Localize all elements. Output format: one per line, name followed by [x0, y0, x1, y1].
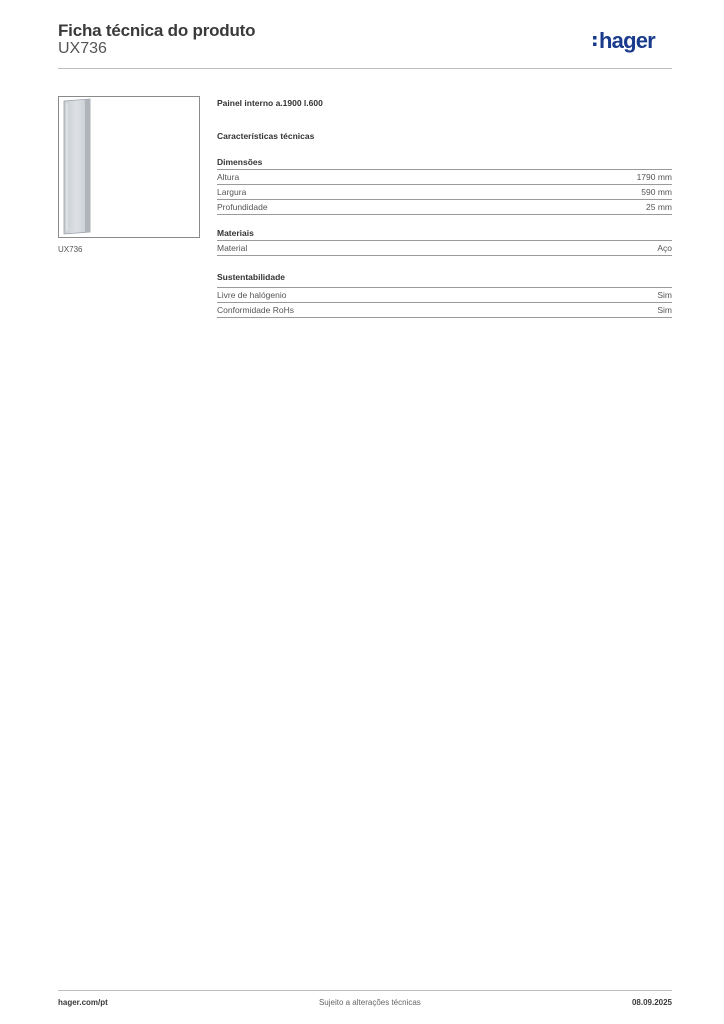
- product-code: UX736: [58, 40, 107, 57]
- spec-label: Conformidade RoHs: [217, 305, 295, 315]
- spec-value: 590 mm: [641, 187, 672, 197]
- spec-row: [217, 241, 672, 256]
- footer-website-link[interactable]: hager.com/pt: [58, 998, 108, 1007]
- spec-label: Profundidade: [217, 202, 268, 212]
- panel-illustration: [59, 97, 199, 237]
- section-heading: Características técnicas: [217, 131, 315, 141]
- footer-divider: [58, 990, 672, 991]
- spec-row: [217, 288, 672, 303]
- spec-rows: [217, 287, 672, 318]
- hager-logo: [592, 27, 672, 57]
- product-name: Painel interno a.1900 l.600: [217, 98, 323, 108]
- group-materiais: [217, 227, 672, 256]
- spec-label: Altura: [217, 172, 240, 182]
- header-divider: [58, 68, 672, 69]
- product-image: [58, 96, 200, 238]
- spec-value: Sim: [657, 305, 672, 315]
- hager-logo-mark: [592, 27, 672, 57]
- group-dimensoes: [217, 156, 672, 215]
- spec-label: Material: [217, 243, 248, 253]
- spec-row: [217, 185, 672, 200]
- spec-row: [217, 170, 672, 185]
- group-sustentabilidade: [217, 271, 672, 318]
- page-title: Ficha técnica do produto: [58, 21, 256, 40]
- footer-notice: Sujeito a alterações técnicas: [318, 998, 421, 1007]
- group-title: Sustentabilidade: [217, 272, 286, 282]
- page-footer: [58, 998, 672, 1007]
- spec-value: Sim: [657, 290, 672, 300]
- image-caption: UX736: [58, 245, 83, 254]
- spec-row: [217, 303, 672, 318]
- group-title: Dimensões: [217, 156, 672, 170]
- spec-value: 25 mm: [646, 202, 672, 212]
- spec-value: Aço: [657, 243, 672, 253]
- spec-row: [217, 200, 672, 215]
- product-details: [217, 97, 672, 318]
- spec-value: 1790 mm: [636, 172, 672, 182]
- spec-label: Largura: [217, 187, 247, 197]
- spec-label: Livre de halógenio: [217, 290, 287, 300]
- group-title: Materiais: [217, 227, 672, 241]
- logo-wordmark: hager: [599, 28, 655, 53]
- footer-date: 08.09.2025: [631, 998, 672, 1007]
